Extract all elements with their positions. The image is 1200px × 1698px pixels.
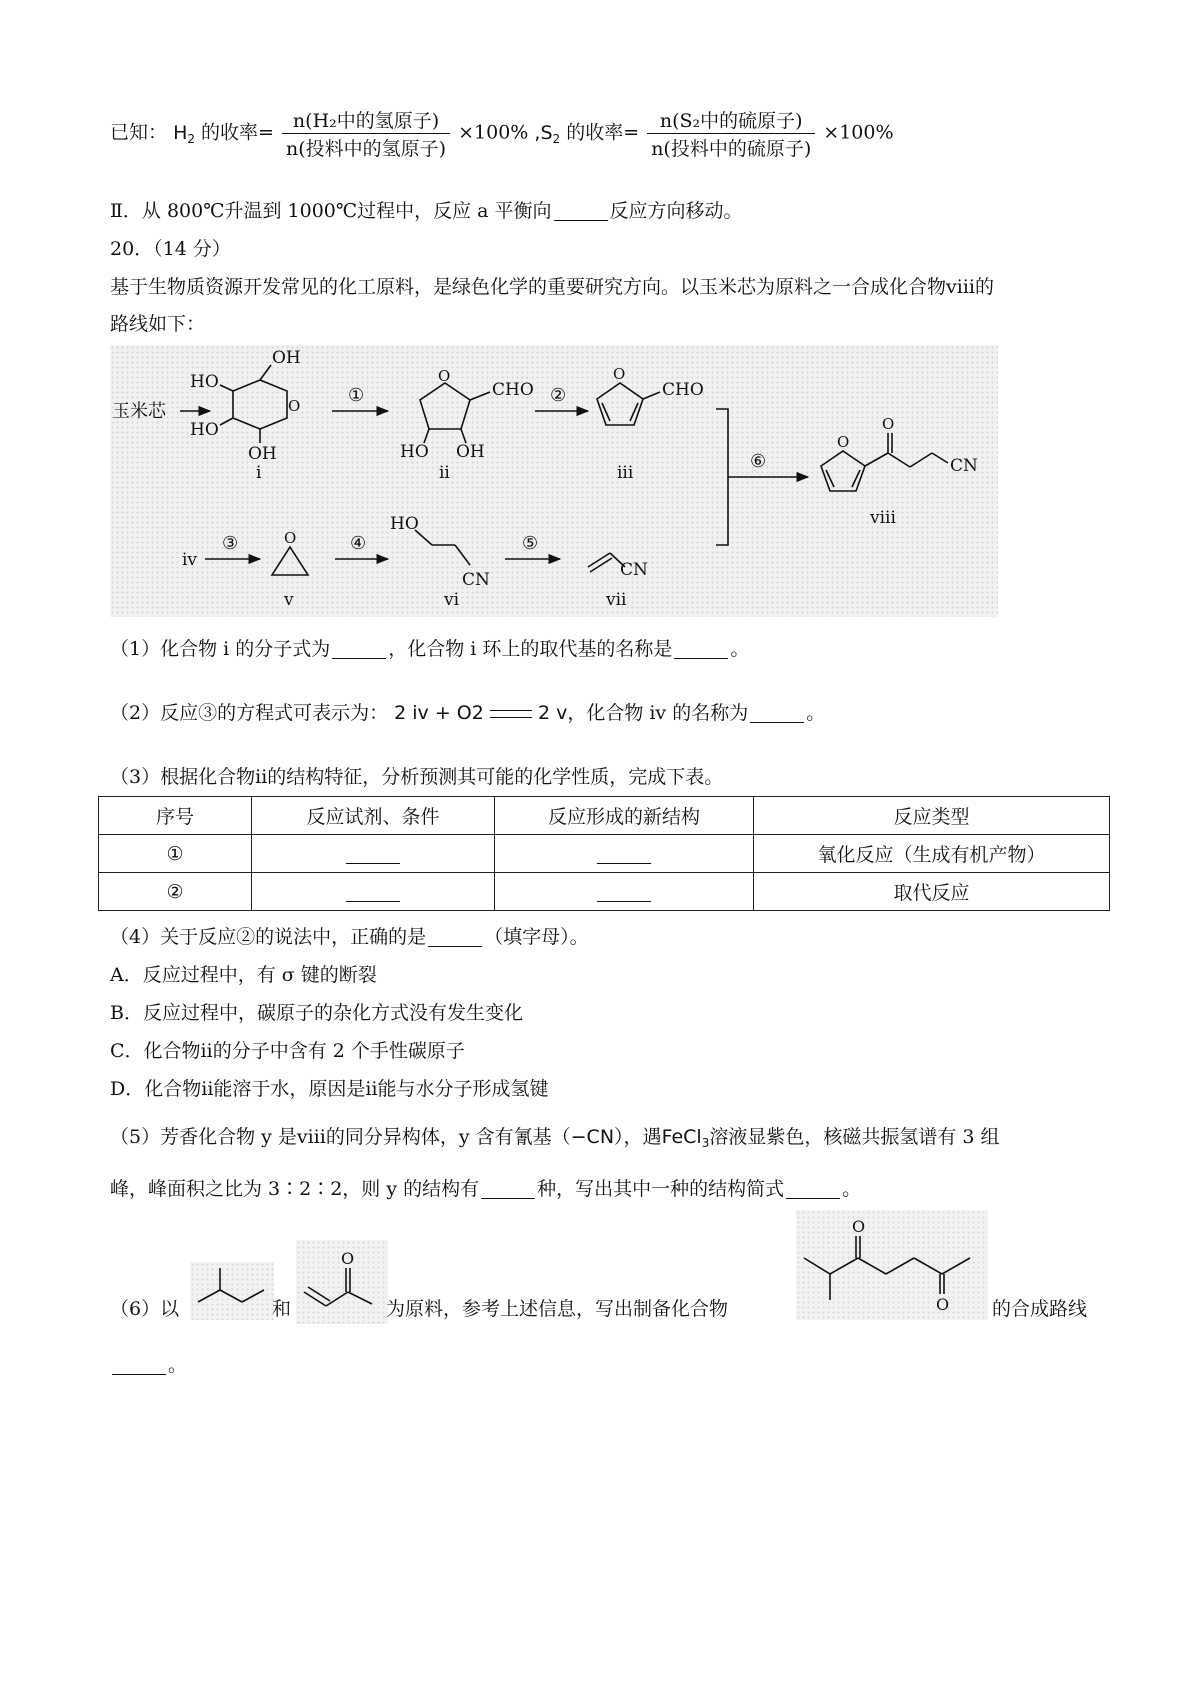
q1-blank-formula [332,639,386,659]
compound-iii-label: iii [617,463,634,483]
equilibrium-text-before: Ⅱ．从 800℃升温到 1000℃过程中，反应 a 平衡向 [110,200,552,222]
h2-fraction-denominator: n(投料中的氢原子) [286,138,447,160]
answer-blank [597,882,651,902]
reaction-type: 取代反应 [754,873,1110,911]
known-definition-line [110,106,894,161]
q1-blank-substituent [674,639,728,659]
synthesis-route-scheme [110,345,998,617]
q6-answer-line [110,1350,187,1377]
q6-text-a: （6）以 [110,1298,180,1320]
known-prefix: 已知： [110,121,168,144]
question-1 [110,634,749,661]
q4-text-a: （4）关于反应②的说法中，正确的是 [110,926,427,948]
compound-v-epoxide [272,547,308,575]
q5-blank-count [481,1179,535,1199]
diketone-oxygen-1: O [852,1217,866,1236]
step-4-label: ④ [350,533,367,554]
compound-vi-ho: HO [390,514,419,534]
q1-text-a: （1）化合物 i 的分子式为 [110,638,331,660]
compound-i-ring [233,380,287,429]
h2-yield-label: 的收率= [201,121,274,144]
compound-i-ho-upper: HO [190,372,219,392]
table-header: 序号 [99,797,252,835]
q2-text-b: ，化合物 iv 的名称为 [567,702,749,724]
q2-blank [750,703,804,723]
answer-blank-cell [252,835,495,873]
step-3-label: ③ [222,533,239,554]
q6-text-c: 的合成路线 [992,1298,1088,1320]
mvk-oxygen: O [341,1249,355,1268]
methyl-vinyl-ketone-structure [296,1240,388,1324]
answer-blank [346,882,400,902]
q4-blank [428,927,482,947]
compound-i-ho-lower: HO [190,420,219,440]
h2-symbol: $H_2$ [173,121,195,146]
s2-symbol: $,S_2$ [534,121,561,146]
compound-ii-ring-oxygen: O [438,367,451,385]
compound-viii-furan [821,451,865,491]
s2-times-percent: ×100% [823,121,894,144]
compound-viii-label: viii [870,508,896,528]
step-6-label: ⑥ [750,451,767,472]
q2-text-c: 。 [806,702,826,724]
q5-text-c: 溶液显紫色，核磁共振氢谱有 3 组 [709,1126,1000,1148]
compound-iii-furan [597,383,643,425]
compound-vii-vinyl [588,553,610,567]
q5-cyano-group: −CN [570,1126,615,1148]
answer-blank-cell [495,873,754,911]
question-2 [110,698,825,725]
answer-blank [597,844,651,864]
s2-fraction-denominator: n(投料中的硫原子) [651,138,812,160]
step-5-label: ⑤ [522,533,539,554]
compound-ii-oh: OH [456,442,485,462]
q5-text-d: 峰，峰面积之比为 3∶2∶2，则 y 的结构有 [110,1178,480,1200]
q5-fecl3: FeCl$_3$ [661,1126,710,1150]
question-5-line-2 [110,1174,861,1201]
compound-viii-keto-oxygen: O [882,415,895,433]
reaction-type: 氧化反应（生成有机产物） [754,835,1110,873]
answer-blank [346,844,400,864]
table-header: 反应类型 [754,797,1110,835]
answer-blank-cell [495,835,754,873]
option-a: A．反应过程中，有 σ 键的断裂 [110,964,377,986]
q2-equation-right: 2 v [537,702,568,724]
option-d: D．化合物ⅱ能溶于水，原因是ⅱ能与水分子形成氢键 [110,1078,549,1100]
q6-text-b: 为原料，参考上述信息，写出制备化合物 [386,1298,729,1320]
question-3: （3）根据化合物ⅱ的结构特征，分析预测其可能的化学性质，完成下表。 [110,766,724,788]
compound-ii-ho: HO [400,442,429,462]
q2-equation-equals [490,710,532,718]
target-diketone-structure [796,1210,988,1320]
answer-blank-cell [252,873,495,911]
diketone-oxygen-2: O [936,1295,950,1314]
s2-fraction-numerator: n(S₂中的硫原子) [647,106,815,134]
q5-text-e: 种，写出其中一种的结构简式 [537,1178,785,1200]
start-material-label: 玉米芯 [112,401,166,422]
question-20-header: 20．（14 分） [110,238,231,260]
option-b: B．反应过程中，碳原子的杂化方式没有发生变化 [110,1002,523,1024]
table-header-row [99,797,1110,835]
step-2-label: ② [550,385,567,406]
row-number: ① [99,835,252,873]
compound-iii-ring-oxygen: O [613,365,626,383]
compound-iii-cho: CHO [662,380,704,400]
compound-iv-label: iv [182,550,198,570]
table-row [99,835,1110,873]
compound-viii-cn: CN [950,456,978,476]
compound-ii-cho: CHO [492,380,534,400]
q6-text-d: 。 [168,1354,188,1376]
compound-i-oh-top: OH [272,348,301,368]
q1-text-b: ，化合物 i 环上的取代基的名称是 [388,638,673,660]
compound-i-label: i [256,463,262,483]
q4-text-b: （填字母）。 [484,926,589,948]
compound-v-label: v [284,590,294,610]
question-20-intro-line-1: 基于生物质资源开发常见的化工原料，是绿色化学的重要研究方向。以玉米芯为原料之一合成化合物ⅷ的 [110,276,994,298]
q5-text-b: ），遇 [614,1126,662,1148]
q5-text-a: （5）芳香化合物 y 是ⅷ的同分异构体，y 含有氰基（ [110,1126,571,1148]
answer-blank [554,201,608,221]
properties-table [98,796,1110,911]
table-header: 反应试剂、条件 [252,797,495,835]
compound-v-oxygen: O [284,529,297,547]
compound-vii-label: vii [606,590,627,610]
compound-vii-cn: CN [620,560,648,580]
q2-equation-left: 2 iv + O2 [394,702,484,724]
h2-times-percent: ×100% [458,121,529,144]
compound-i-ring-oxygen: O [288,397,301,415]
option-c: C．化合物ⅱ的分子中含有 2 个手性碳原子 [110,1040,465,1062]
compound-viii-ring-oxygen: O [837,433,850,451]
q6-text-and: 和 [272,1298,292,1320]
isobutane-structure [190,1262,274,1320]
question-5-line-1 [110,1122,1000,1150]
row-number: ② [99,873,252,911]
h2-yield-fraction [282,106,450,161]
question-4 [110,922,589,949]
q6-blank [112,1355,166,1375]
s2-yield-fraction [647,106,815,161]
compound-vi-cn: CN [462,570,490,590]
q1-text-c: 。 [730,638,750,660]
compound-ii-ring [420,383,470,429]
compound-i-oh-bottom: OH [248,444,277,464]
q5-text-f: 。 [842,1178,862,1200]
table-header: 反应形成的新结构 [495,797,754,835]
equilibrium-text-after: 反应方向移动。 [609,200,743,222]
h2-fraction-numerator: n(H₂中的氢原子) [282,106,450,134]
compound-ii-label: ii [439,463,450,483]
step-1-label: ① [348,385,365,406]
question-20-intro-line-2: 路线如下： [110,313,206,335]
compound-vi-label: vi [444,590,460,610]
q2-text-a: （2）反应③的方程式可表示为： [110,702,389,724]
table-row [99,873,1110,911]
s2-yield-label: 的收率= [566,121,640,144]
q5-blank-structure [786,1179,840,1199]
question-ii-equilibrium [110,196,743,223]
